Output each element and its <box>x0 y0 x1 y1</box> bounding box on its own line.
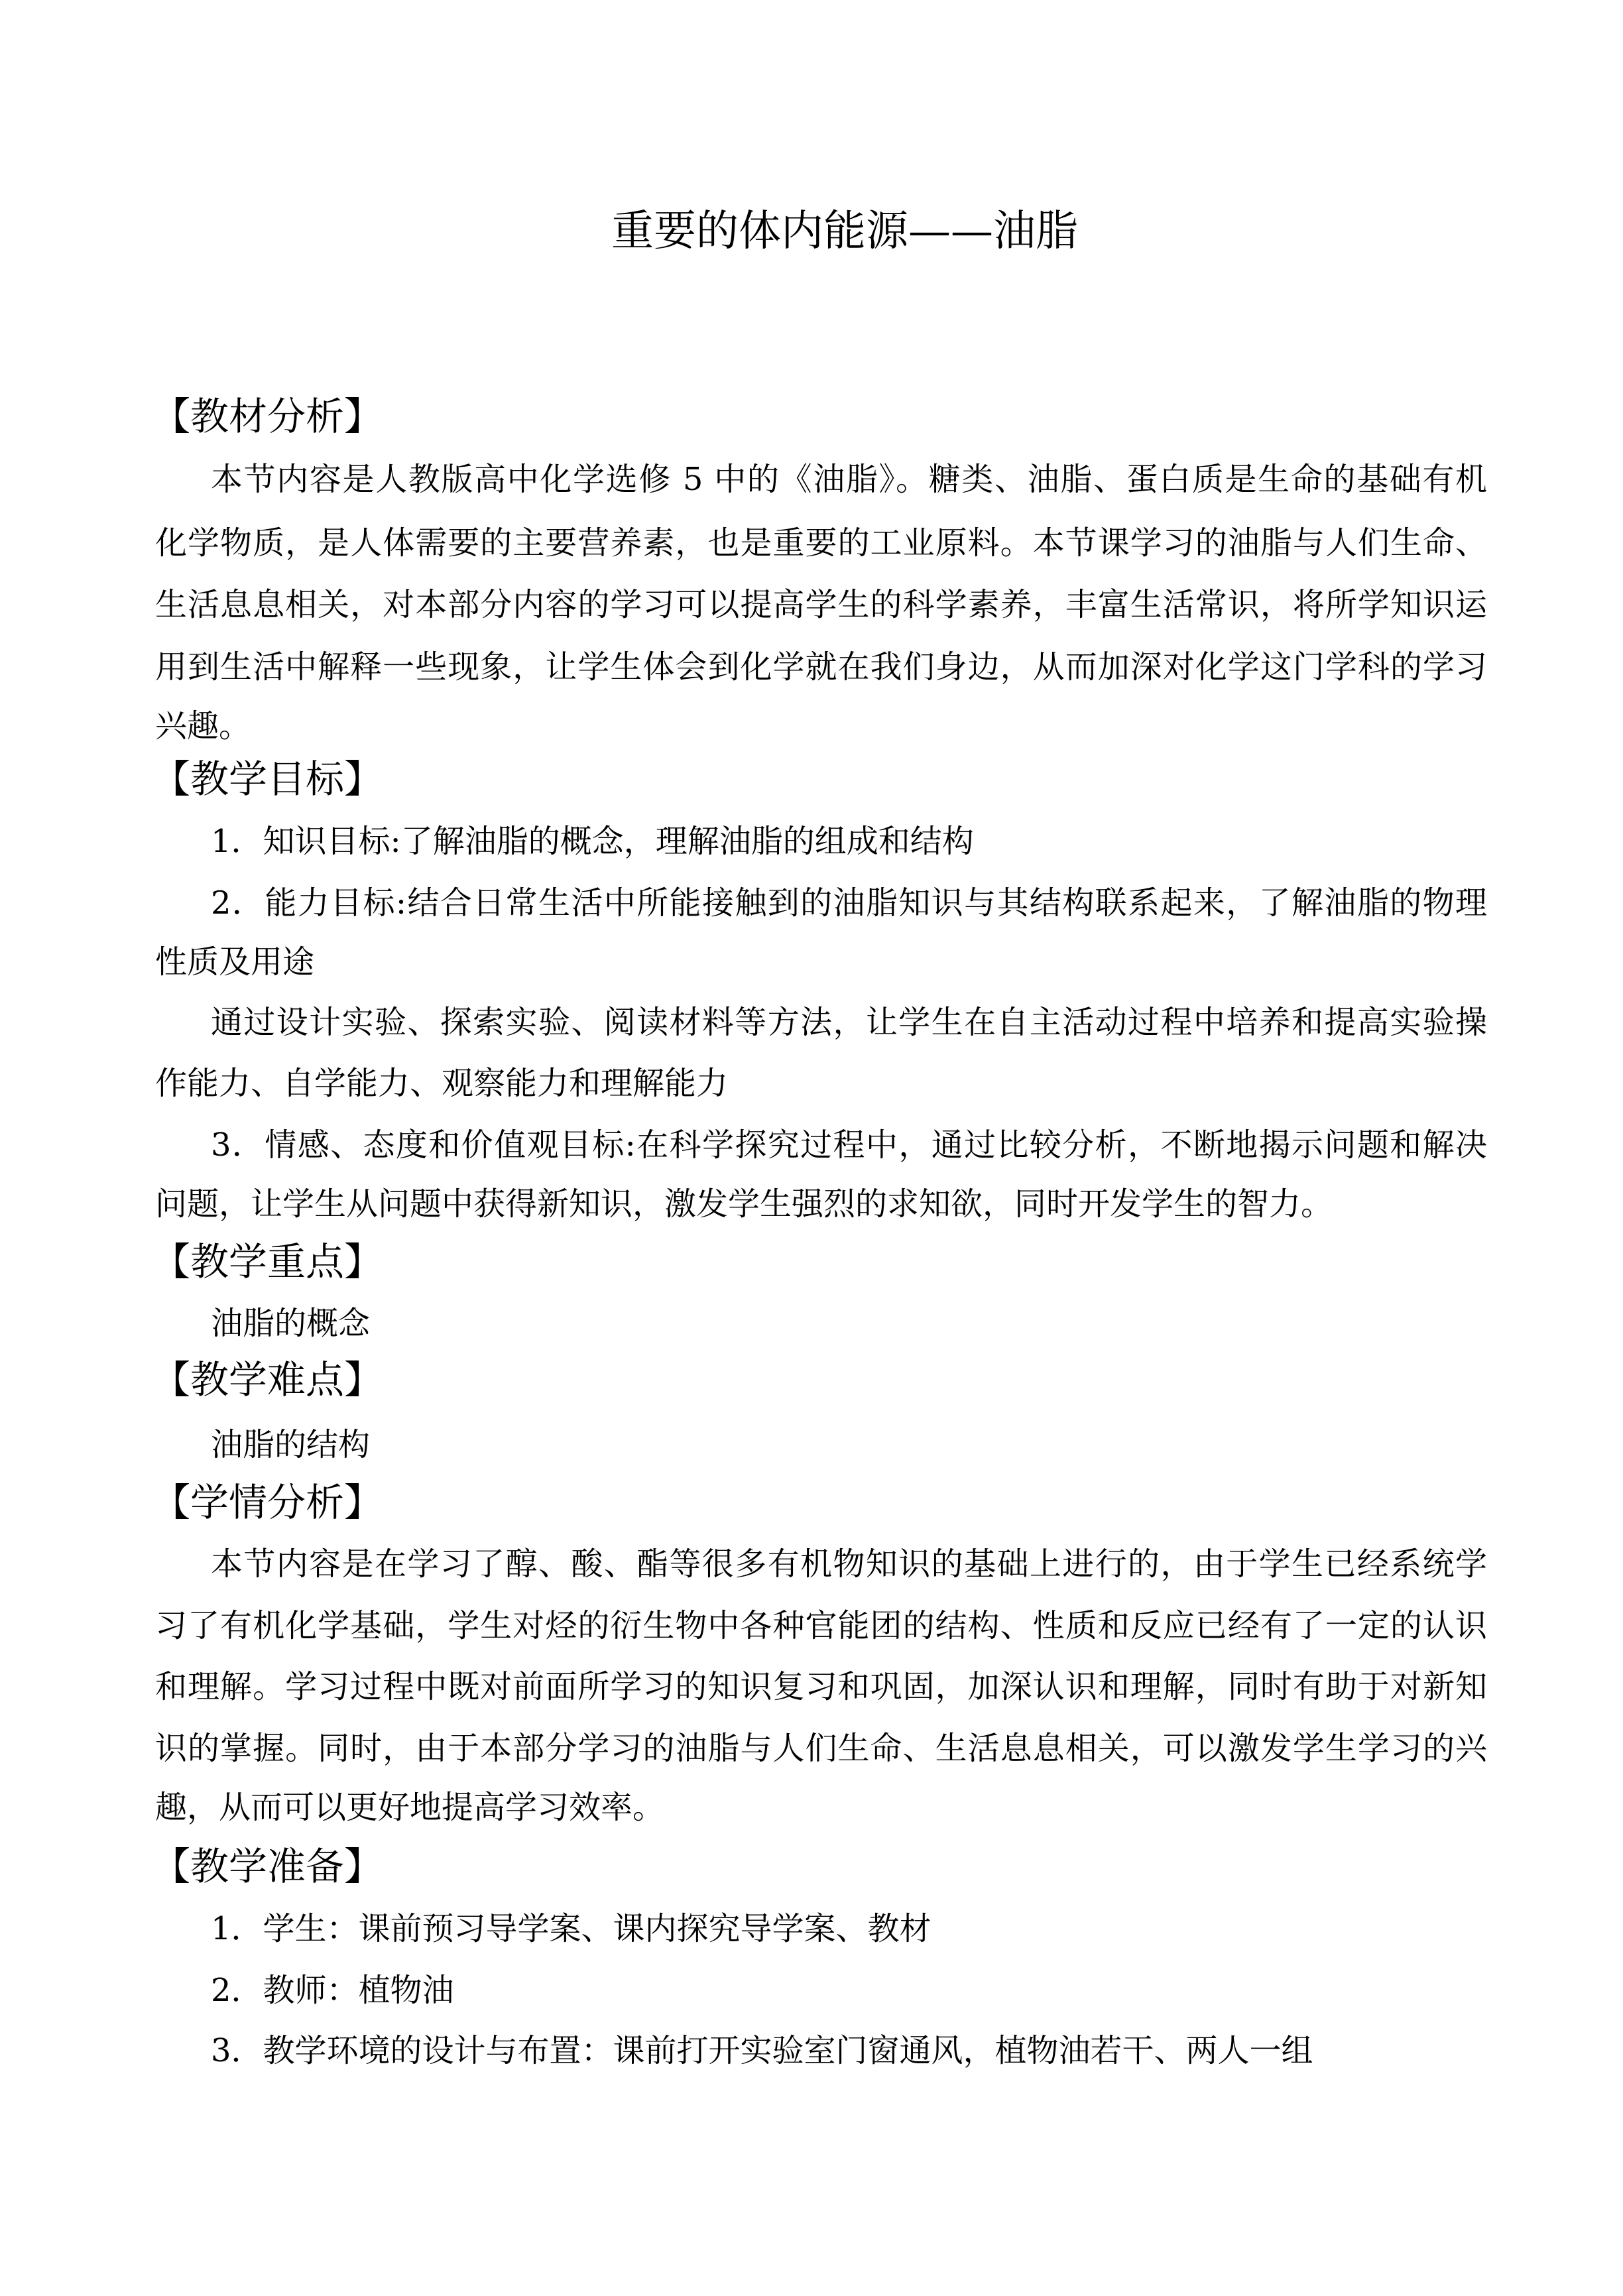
text-line: 问题，让学生从问题中获得新知识，激发学生强烈的求知欲，同时开发学生的智力。 <box>155 1185 1333 1223</box>
list-item: 3．教学环境的设计与布置：课前打开实验室门窗通风，植物油若干、两人一组 <box>211 2032 1313 2069</box>
text-line: 通过设计实验、探索实验、阅读材料等方法，让学生在自主活动过程中培养和提高实验操 <box>211 1004 1487 1041</box>
text-line: 本节内容是人教版高中化学选修 5 中的《油脂》。糖类、油脂、蛋白质是生命的基础有机 <box>211 461 1487 498</box>
section-heading: 【教材分析】 <box>152 394 383 439</box>
section-heading: 【教学难点】 <box>152 1357 383 1402</box>
text-line: 兴趣。 <box>155 707 251 745</box>
list-item: 1．学生：课前预习导学案、课内探究导学案、教材 <box>211 1910 932 1947</box>
text-line: 油脂的结构 <box>211 1426 371 1463</box>
text-line: 习了有机化学基础，学生对烃的衍生物中各种官能团的结构、性质和反应已经有了一定的认识 <box>155 1607 1487 1644</box>
list-item: 1．知识目标:了解油脂的概念，理解油脂的组成和结构 <box>211 823 974 860</box>
text-line: 化学物质，是人体需要的主要营养素，也是重要的工业原料。本节课学习的油脂与人们生命、 <box>155 524 1487 562</box>
text-line: 作能力、自学能力、观察能力和理解能力 <box>155 1065 729 1102</box>
section-heading: 【教学重点】 <box>152 1239 383 1284</box>
text-line: 生活息息相关，对本部分内容的学习可以提高学生的科学素养，丰富生活常识，将所学知识运 <box>155 586 1487 623</box>
text-line: 性质及用途 <box>155 943 315 981</box>
text-line: 本节内容是在学习了醇、酸、酯等很多有机物知识的基础上进行的，由于学生已经系统学 <box>211 1545 1487 1583</box>
text-line: 趣，从而可以更好地提高学习效率。 <box>155 1789 665 1826</box>
text-line: 油脂的概念 <box>211 1305 371 1342</box>
section-heading: 【教学准备】 <box>152 1844 383 1889</box>
list-item: 3．情感、态度和价值观目标:在科学探究过程中，通过比较分析，不断地揭示问题和解决 <box>211 1126 1487 1164</box>
section-heading: 【学情分析】 <box>152 1480 383 1525</box>
text-line: 用到生活中解释一些现象，让学生体会到化学就在我们身边，从而加深对化学这门学科的学习 <box>155 648 1487 686</box>
text-line: 识的掌握。同时，由于本部分学习的油脂与人们生命、生活息息相关，可以激发学生学习的兴 <box>155 1730 1487 1767</box>
list-item: 2．教师：植物油 <box>211 1972 454 2009</box>
page-title: 重要的体内能源——油脂 <box>611 207 1078 256</box>
list-item: 2．能力目标:结合日常生活中所能接触到的油脂知识与其结构联系起来，了解油脂的物理 <box>211 884 1487 922</box>
section-heading: 【教学目标】 <box>152 756 383 802</box>
text-line: 和理解。学习过程中既对前面所学习的知识复习和巩固，加深认识和理解，同时有助于对新知 <box>155 1668 1487 1705</box>
